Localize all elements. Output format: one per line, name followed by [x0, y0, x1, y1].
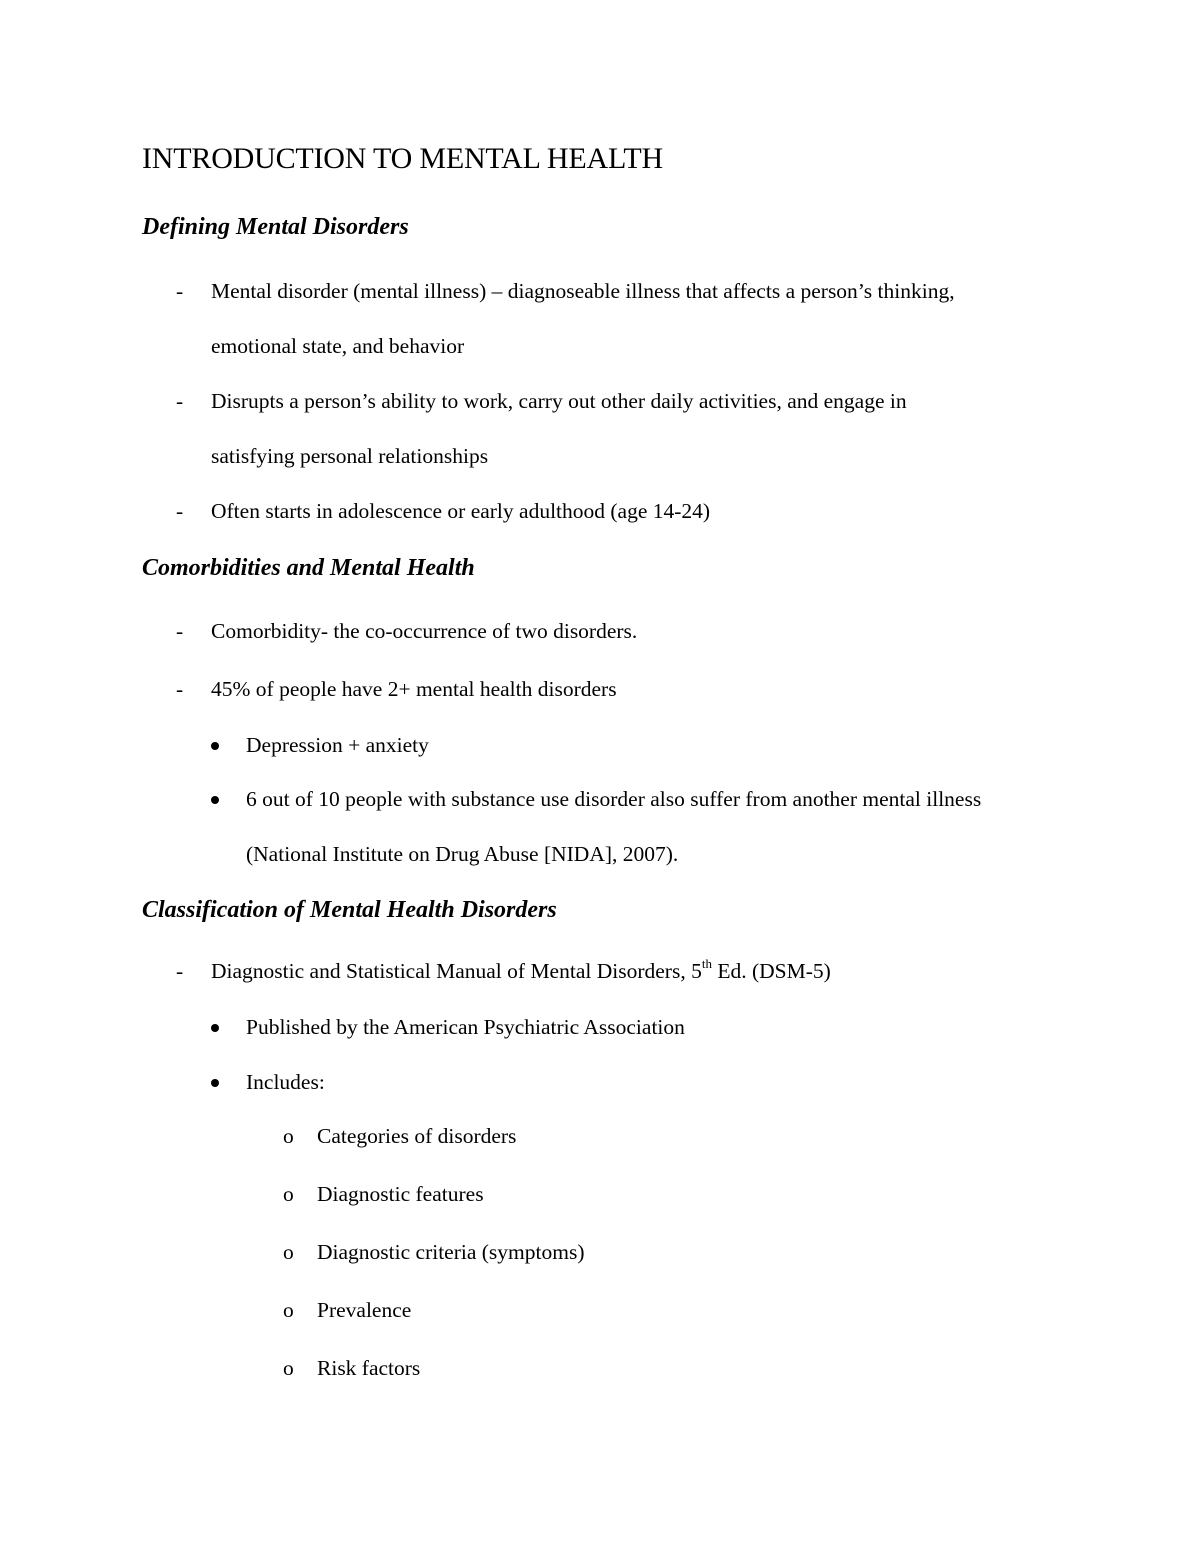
list-item-text: Diagnostic features — [317, 1182, 484, 1206]
circle-bullet-icon: o — [283, 1240, 294, 1264]
dash-marker: - — [176, 677, 184, 701]
list-item-text: Comorbidity- the co-occurrence of two disorders. — [211, 619, 638, 643]
circle-bullet-icon: o — [283, 1298, 294, 1322]
dash-marker: - — [176, 279, 184, 303]
bullet-icon — [211, 1079, 219, 1087]
dash-marker: - — [176, 389, 184, 413]
list-item-text: Prevalence — [317, 1298, 412, 1322]
section-heading-classification: Classification of Mental Health Disorders — [142, 897, 557, 923]
section-heading-comorbidities: Comorbidities and Mental Health — [142, 555, 475, 581]
circle-bullet-icon: o — [283, 1356, 294, 1380]
list-item-text: emotional state, and behavior — [211, 334, 465, 358]
list-item-text: Disrupts a person’s ability to work, carry out other daily activities, and engage in — [211, 389, 907, 413]
list-item-text: (National Institute on Drug Abuse [NIDA], 2007). — [246, 842, 679, 866]
bullet-icon — [211, 742, 219, 750]
list-item-text: Diagnostic criteria (symptoms) — [317, 1240, 585, 1264]
list-item-text: 45% of people have 2+ mental health disorders — [211, 677, 617, 701]
list-item-text: Published by the American Psychiatric Association — [246, 1015, 685, 1039]
section-heading-defining: Defining Mental Disorders — [142, 214, 409, 240]
document-title: INTRODUCTION TO MENTAL HEALTH — [142, 142, 663, 175]
list-item-text: Often starts in adolescence or early adulthood (age 14-24) — [211, 499, 711, 523]
bullet-icon — [211, 1024, 219, 1032]
list-item-text — [211, 955, 831, 984]
list-item-text: Categories of disorders — [317, 1124, 517, 1148]
bullet-icon — [211, 796, 219, 804]
circle-bullet-icon: o — [283, 1124, 294, 1148]
dash-marker: - — [176, 499, 184, 523]
list-item-text: Risk factors — [317, 1356, 421, 1380]
list-item-text: Mental disorder (mental illness) – diagnoseable illness that affects a person’s thinking, — [211, 279, 955, 303]
list-item-text: satisfying personal relationships — [211, 444, 489, 468]
dash-marker: - — [176, 619, 184, 643]
list-item-text: Includes: — [246, 1070, 325, 1094]
circle-bullet-icon: o — [283, 1182, 294, 1206]
ordinal-superscript: th — [701, 955, 712, 971]
dsm-text-before: Diagnostic and Statistical Manual of Mental Disorders, 5 — [211, 959, 702, 983]
dash-marker: - — [176, 959, 184, 983]
list-item-text: 6 out of 10 people with substance use disorder also suffer from another mental illness — [246, 787, 982, 811]
list-item-text: Depression + anxiety — [246, 733, 429, 757]
dsm-text-after: Ed. (DSM-5) — [711, 959, 831, 983]
